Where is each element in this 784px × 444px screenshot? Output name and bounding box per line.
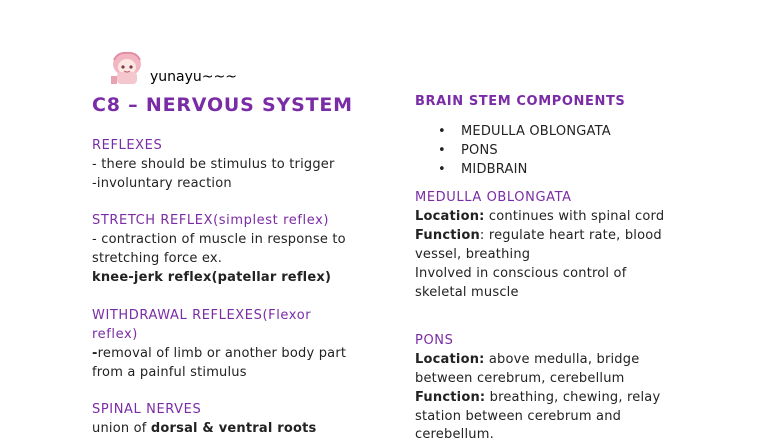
pons-location-cont: between cerebrum, cerebellum	[415, 371, 625, 386]
spinal-nerves-line	[92, 419, 316, 438]
withdrawal-line-1-text: removal of limb or another body part	[97, 346, 347, 361]
list-item: • MEDULLA OBLONGATA	[461, 122, 611, 141]
pons-location-label: Location:	[415, 352, 485, 367]
anime-avatar-icon	[108, 50, 146, 86]
pons-function-text: breathing, chewing, relay	[485, 390, 661, 405]
list-item: • MIDBRAIN	[461, 160, 611, 179]
medulla-extra-2: skeletal muscle	[415, 285, 519, 300]
withdrawal-dash: -	[92, 346, 98, 361]
author-avatar	[108, 50, 146, 86]
reflexes-line-2: -involuntary reaction	[92, 176, 232, 191]
medulla-heading: MEDULLA OBLONGATA	[415, 190, 572, 205]
withdrawal-heading-1: WITHDRAWAL REFLEXES(Flexor	[92, 308, 312, 323]
spinal-bold: dorsal & ventral roots	[150, 421, 317, 436]
pons-function	[415, 388, 660, 407]
spinal-nerves-heading: SPINAL NERVES	[92, 402, 202, 417]
pons-function-cont-1: station between cerebrum and	[415, 409, 622, 424]
pons-location-text: above medulla, bridge	[484, 352, 640, 367]
medulla-function-text: : regulate heart rate, blood	[479, 228, 662, 243]
medulla-location	[415, 207, 664, 226]
medulla-location-text: continues with spinal cord	[484, 209, 665, 224]
pons-location	[415, 350, 639, 369]
stretch-line-1: - contraction of muscle in response to	[92, 232, 346, 247]
brain-stem-list	[461, 122, 611, 179]
medulla-extra-1: Involved in conscious control of	[415, 266, 627, 281]
medulla-function-label: Function	[415, 228, 480, 243]
pons-heading: PONS	[415, 333, 454, 348]
stretch-reflex-heading: STRETCH REFLEX(simplest reflex)	[92, 213, 330, 228]
medulla-function-cont: vessel, breathing	[415, 247, 531, 262]
brain-stem-heading: BRAIN STEM COMPONENTS	[415, 94, 626, 109]
author-name: yunayu~~~	[150, 69, 237, 85]
stretch-line-2: stretching force ex.	[92, 251, 223, 266]
withdrawal-heading-2: reflex)	[92, 327, 138, 342]
reflexes-line-1: - there should be stimulus to trigger	[92, 157, 335, 172]
spinal-prefix: union of	[92, 421, 151, 436]
medulla-function	[415, 226, 662, 245]
list-item: • PONS	[461, 141, 611, 160]
stretch-example: knee-jerk reflex(patellar reflex)	[92, 270, 332, 285]
withdrawal-line-1	[92, 344, 346, 363]
pons-function-label: Function:	[415, 390, 486, 405]
withdrawal-line-2: from a painful stimulus	[92, 365, 247, 380]
reflexes-heading: REFLEXES	[92, 138, 163, 153]
page-title: C8 – NERVOUS SYSTEM	[92, 94, 353, 116]
pons-function-cont-2: cerebellum.	[415, 427, 494, 442]
medulla-location-label: Location:	[415, 209, 485, 224]
